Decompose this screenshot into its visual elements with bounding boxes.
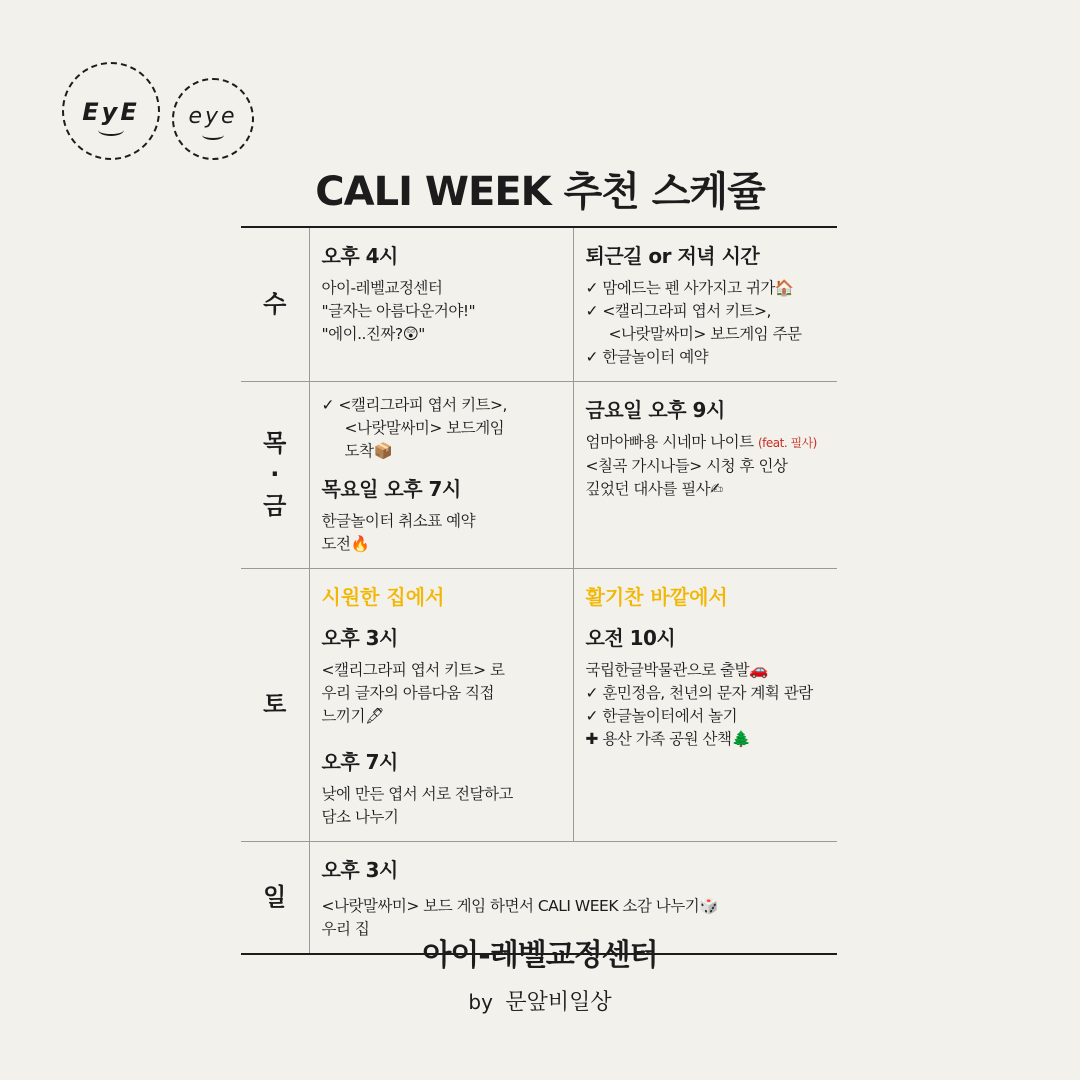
text-line: 우리 글자의 아름다움 직접 xyxy=(321,684,494,702)
day-thursday: 목 xyxy=(263,429,287,458)
schedule-table xyxy=(241,226,837,955)
row-thursday-friday xyxy=(241,382,837,569)
cell-wed-left xyxy=(309,227,573,382)
text-line: 아이-레벨교정센터 xyxy=(321,279,443,297)
day-saturday: 토 xyxy=(241,569,309,842)
time-label: 퇴근길 or 저녁 시간 xyxy=(585,244,760,268)
logo-group xyxy=(62,62,262,172)
text-line: 느끼기🖋 xyxy=(321,707,385,725)
row-wednesday xyxy=(241,227,837,382)
text-line: <캘리그라피 엽서 키트> 로 xyxy=(321,661,505,679)
text-line: 우리 집 xyxy=(321,920,370,938)
text-line: ✓ <캘리그라피 엽서 키트>, xyxy=(585,302,771,320)
brand-name: 문앞비일상 xyxy=(505,990,612,1015)
smile-icon xyxy=(202,130,224,140)
day-sunday: 일 xyxy=(241,842,309,955)
time-label: 오후 3시 xyxy=(321,626,398,650)
time-label: 오후 3시 xyxy=(321,858,398,882)
row-saturday xyxy=(241,569,837,842)
text-line: 한글놀이터 취소표 예약 xyxy=(321,512,476,530)
by-label: by xyxy=(468,990,493,1014)
text-line: ✓ 맘에드는 펜 사가지고 귀가🏠 xyxy=(585,279,794,297)
cell-sat-left xyxy=(309,569,573,842)
text-line: 도착📦 xyxy=(344,442,393,460)
text-line: 담소 나누기 xyxy=(321,808,399,826)
text-line: ✚ 용산 가족 공원 산책🌲 xyxy=(585,730,751,748)
logo-eye-lower-text: eye xyxy=(188,104,238,129)
day-wednesday: 수 xyxy=(241,227,309,382)
text-line: "에이..진짜?😲" xyxy=(321,325,425,343)
spacer xyxy=(322,728,561,746)
text-line: 국립한글박물관으로 출발🚗 xyxy=(585,661,768,679)
text-line: ✓ 한글놀이터 예약 xyxy=(585,348,709,366)
logo-eye-upper xyxy=(62,62,160,160)
logo-eye-upper-text: EyE xyxy=(82,98,140,126)
feat-note: (feat. 필사) xyxy=(758,436,817,450)
smile-icon xyxy=(98,124,124,136)
footer-credit xyxy=(0,985,1080,1016)
text-line: <나랏말싸미> 보드게임 xyxy=(344,419,505,437)
day-separator: · xyxy=(270,460,280,489)
cell-fri-right xyxy=(573,382,837,569)
text-line xyxy=(586,431,826,455)
cell-wed-right xyxy=(573,227,837,382)
time-label: 금요일 오후 9시 xyxy=(585,398,725,422)
page-title: CALI WEEK 추천 스케쥴 xyxy=(315,169,765,215)
text-line: 도전🔥 xyxy=(321,535,370,553)
footer-title: 아이-레벨교정센터 xyxy=(422,938,658,973)
time-label: 오후 7시 xyxy=(321,750,398,774)
text-line: <나랏말싸미> 보드 게임 하면서 CALI WEEK 소감 나누기🎲 xyxy=(321,897,719,915)
cinema-night-text: 엄마아빠용 시네마 나이트 xyxy=(585,433,754,451)
time-label: 목요일 오후 7시 xyxy=(321,477,461,501)
time-label: 오전 10시 xyxy=(585,626,676,650)
text-line: "글자는 아름다운거야!" xyxy=(321,302,476,320)
section-heading: 활기찬 바깥에서 xyxy=(585,585,728,609)
section-heading: 시원한 집에서 xyxy=(321,585,445,609)
cell-thu-left xyxy=(309,382,573,569)
day-friday: 금 xyxy=(263,491,287,520)
text-line: <칠곡 가시나들> 시청 후 인상 xyxy=(585,457,788,475)
cell-sat-right xyxy=(573,569,837,842)
day-thursday-friday xyxy=(241,382,309,569)
time-label: 오후 4시 xyxy=(321,244,398,268)
logo-eye-lower xyxy=(172,78,254,160)
text-line: 낮에 만든 엽서 서로 전달하고 xyxy=(321,785,513,803)
text-line: ✓ <캘리그라피 엽서 키트>, xyxy=(321,396,507,414)
text-line: ✓ 훈민정음, 천년의 문자 계획 관람 xyxy=(585,684,813,702)
text-line: <나랏말싸미> 보드게임 주문 xyxy=(608,325,802,343)
text-line: ✓ 한글놀이터에서 놀기 xyxy=(585,707,738,725)
text-line: 깊었던 대사를 필사✍ xyxy=(585,480,723,498)
